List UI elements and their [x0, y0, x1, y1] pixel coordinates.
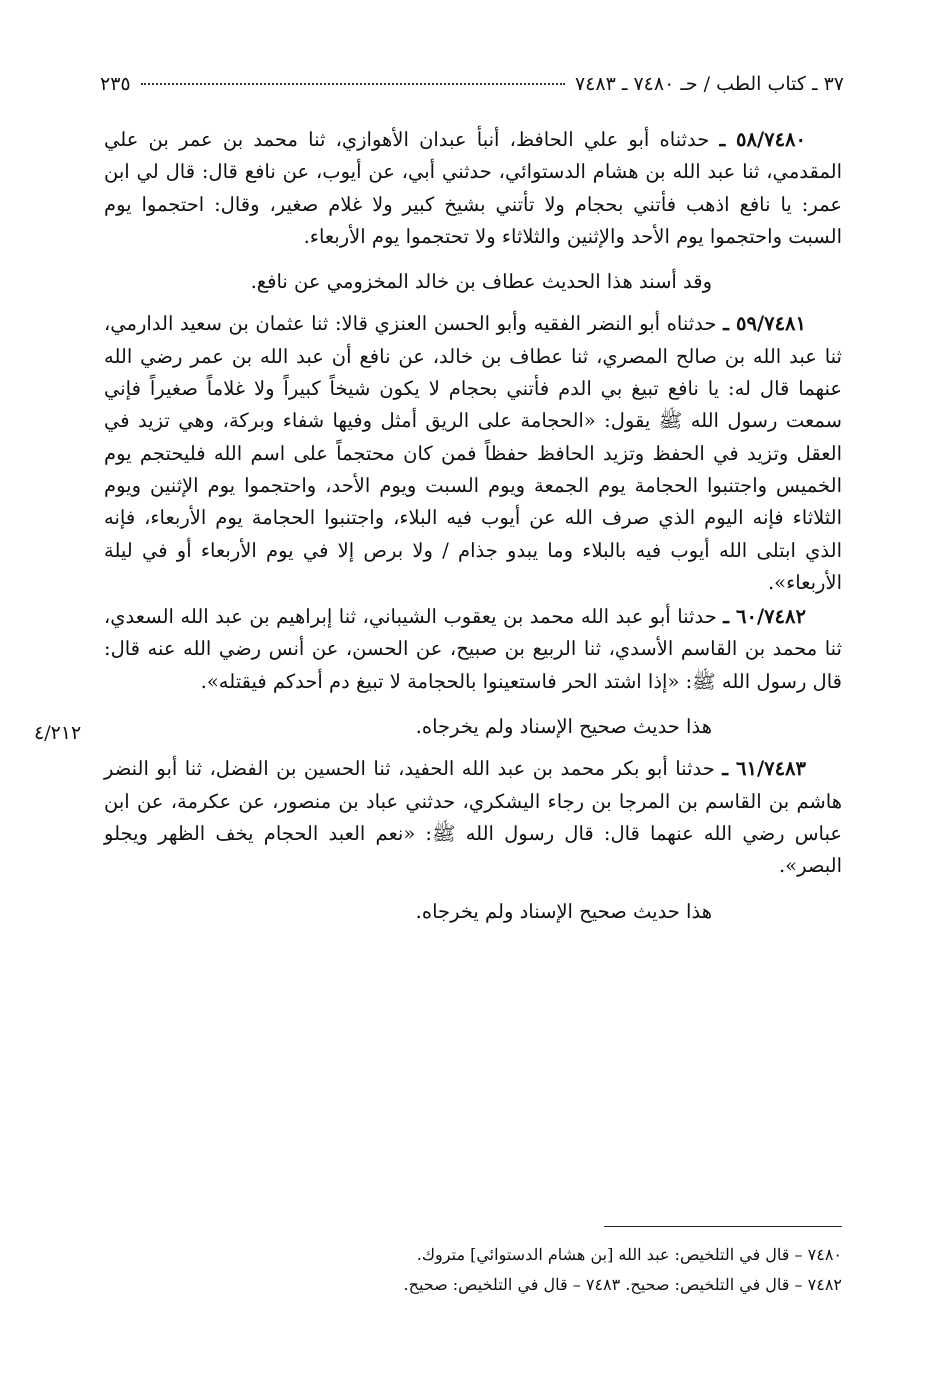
hadith-7483 [104, 753, 842, 882]
hadith-text: حدثنا أبو عبد الله محمد بن يعقوب الشيباني، ثنا إبراهيم بن عبد الله السعدي، ثنا محمد بن القاسم الأسدي، ثنا الربيع بن صبيح، عن الحسن، عن أنس رضي الله عنه قال: قال رسول الله ﷺ: «إذا اشتد الحر فاستعينوا بالحجامة لا تبيغ دم أحدكم فيقتله». [104, 605, 842, 693]
footnote: ٧٤٨٠ – قال في التلخيص: عبد الله [بن هشام الدستوائي] متروك. [416, 1245, 842, 1264]
hadith-number: ٥٨/٧٤٨٠ ـ [719, 128, 806, 151]
main-text [104, 124, 842, 938]
running-header [100, 66, 844, 102]
hadith-number: ٦١/٧٤٨٣ ـ [722, 757, 806, 781]
page-number: ٢٣٥ [100, 73, 131, 95]
hadith-7482 [104, 601, 842, 698]
chapter-title: ٣٧ ـ كتاب الطب / حـ ٧٤٨٠ ـ ٧٤٨٣ [574, 73, 844, 95]
grading-note: هذا حديث صحيح الإسناد ولم يخرجاه. [415, 715, 712, 739]
hadith-7481 [104, 308, 842, 599]
hadith-text: حدثنا أبو بكر محمد بن عبد الله الحفيد، ثنا الحسين بن الفضل، ثنا أبو النضر هاشم بن القاسم بن المرجا بن رجاء اليشكري، حدثني عباد بن منصور، عن عكرمة، عن ابن عباس رضي الله عنهما قال: قال رسول الله ﷺ: «نعم العبد الحجام يخف الظهر ويجلو البصر». [104, 757, 842, 878]
hadith-number: ٥٩/٧٤٨١ ـ [723, 312, 806, 336]
grading-note: هذا حديث صحيح الإسناد ولم يخرجاه. [415, 899, 712, 923]
footnote-divider [604, 1226, 842, 1227]
hadith-text: حدثناه أبو النضر الفقيه وأبو الحسن العنزي قالا: ثنا عثمان بن سعيد الدارمي، ثنا عبد الله بن صالح المصري، ثنا عطاف بن خالد، عن نافع أن عبد الله بن عمر رضي الله عنهما قال له: يا نافع تبيغ بي الدم فأتني بحجام لا يكون شيخاً كبيراً ولا غلاماً صغيراً فإني سمعت رسول الله ﷺ يقول: «الحجامة على الريق أمثل وفيها شفاء وبركة، وهي تزيد في العقل وتزيد في الحفظ وتزيد الحافظ حفظاً فمن كان محتجماً على اسم الله فليحتجم يوم الخميس واجتنبوا الحجامة يوم الجمعة ويوم السبت ويوم الأحد، واحتجموا يوم الإثنين ويوم الثلاثاء فإنه اليوم الذي صرف الله عن أيوب فيه البلاء، واجتنبوا الحجامة يوم الأربعاء، فإنه الذي ابتلى الله أيوب فيه بالبلاء وما يبدو جذام / ولا برص إلا في يوم الأربعاء أو في ليلة الأربعاء». [104, 312, 842, 594]
editor-note: وقد أسند هذا الحديث عطاف بن خالد المخزومي عن نافع. [250, 270, 712, 294]
footnotes [300, 1240, 842, 1300]
hadith-number: ٦٠/٧٤٨٢ ـ [723, 605, 806, 629]
margin-reference: ٤/٢١٢ [34, 722, 82, 744]
header-dotted-leader [141, 83, 565, 85]
hadith-7480 [104, 124, 842, 253]
hadith-text: حدثناه أبو علي الحافظ، أنبأ عبدان الأهوازي، ثنا محمد بن عمر بن علي المقدمي، ثنا عبد الله بن هشام الدستوائي، حدثني أبي، عن أيوب، عن نافع قال: قال لي ابن عمر: يا نافع اذهب فأتني بحجام ولا تأتني بشيخ كبير ولا غلام صغير، وقال: احتجموا يوم السبت واحتجموا يوم الأحد والإثنين والثلاثاء ولا تحتجموا يوم الأربعاء. [104, 128, 842, 248]
footnote: ٧٤٨٢ – قال في التلخيص: صحيح. ٧٤٨٣ – قال في التلخيص: صحيح. [403, 1275, 842, 1294]
